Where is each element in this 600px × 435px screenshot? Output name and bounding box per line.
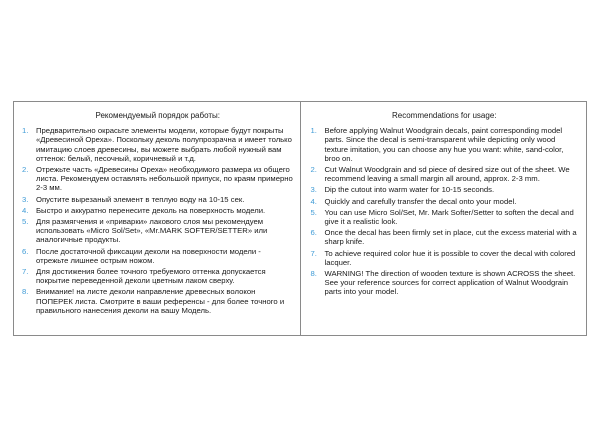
step-number: 8. xyxy=(22,287,29,297)
step-number: 2. xyxy=(22,165,29,175)
step-item xyxy=(22,126,294,163)
step-number: 6. xyxy=(22,246,29,256)
step-text: Предварительно окрасьте элементы модели, которые будут покрыты «Древесиной Ореха». Поскольку деколь полупрозрачна и имеет только имитацию слоев древесины, вы можете выбрать любой нужный вам оттенок: белый, песочный, коричневый и т.д. xyxy=(36,126,292,163)
step-text: Quickly and carefully transfer the decal onto your model. xyxy=(324,196,517,206)
step-text: To achieve required color hue it is possible to cover the decal with colored lacquer. xyxy=(324,248,576,267)
step-number: 3. xyxy=(310,185,317,195)
step-item xyxy=(311,197,579,206)
step-number: 4. xyxy=(310,196,317,206)
step-text: Для достижения более точного требуемого оттенка допускается покрытие переведенной деколи цветным лаком сверху. xyxy=(36,267,266,286)
english-instructions-title: Recommendations for usage: xyxy=(392,111,497,120)
step-item xyxy=(311,165,579,183)
step-number: 4. xyxy=(22,205,29,215)
step-item xyxy=(311,208,579,226)
step-item xyxy=(22,165,294,193)
step-text: Отрежьте часть «Древесины Ореха» необходимого размера из общего листа. Рекомендуем оставлять небольшой припуск, по краям примерно 2-3 мм. xyxy=(36,165,293,193)
step-number: 8. xyxy=(310,269,317,279)
step-text: You can use Micro Sol/Set, Mr. Mark Softer/Setter to soften the decal and give it a realistic look. xyxy=(324,207,574,227)
instruction-sheet xyxy=(13,101,587,336)
step-number: 7. xyxy=(22,267,29,277)
step-item xyxy=(22,247,294,265)
step-item xyxy=(311,185,579,194)
step-text: WARNING! The direction of wooden texture is shown ACROSS the sheet. See your reference sources for correct application of Walnut Woodgrain parts into your model. xyxy=(324,269,576,297)
step-text: Опустите вырезаный элемент в теплую воду на 10-15 сек. xyxy=(36,194,245,204)
step-number: 5. xyxy=(310,207,317,217)
english-instructions-column xyxy=(301,102,587,335)
step-item xyxy=(22,287,294,315)
step-item xyxy=(22,206,294,215)
step-text: Before applying Walnut Woodgrain decals, paint corresponding model parts. Since the decal is semi-transparent while depicting only wood texture imitation, you can choose any hue you want: white, sand-color, broo on. xyxy=(324,126,564,163)
step-number: 5. xyxy=(22,217,29,227)
step-number: 2. xyxy=(310,165,317,175)
russian-steps-list xyxy=(22,126,294,315)
step-text: Внимание! на листе деколи направление древесных волокон ПОПЕРЕК листа. Смотрите в ваши референсы - для более точного и правильного нанесения деколи на вашу Модель. xyxy=(36,287,285,315)
step-number: 3. xyxy=(22,194,29,204)
step-text: После достаточной фиксации деколи на поверхности модели - отрежьте лишнее острым ножом. xyxy=(36,246,261,265)
russian-instructions-title: Рекомендуемый порядок работы: xyxy=(95,111,220,120)
step-number: 1. xyxy=(310,126,317,136)
russian-instructions-column xyxy=(14,102,301,335)
english-steps-list xyxy=(311,126,579,296)
step-number: 1. xyxy=(22,126,29,136)
step-item xyxy=(311,228,579,246)
step-text: Dip the cutout into warm water for 10-15 seconds. xyxy=(324,185,495,195)
step-text: Для размягчения и «приварки» лакового слоя мы рекомендуем использовать «Micro Sol/Set», «Mr.MARK SOFTER/SETTER» или аналогичные продукты. xyxy=(36,217,268,245)
step-text: Once the decal has been firmly set in place, cut the excess material with a sharp knife. xyxy=(324,228,577,247)
step-text: Быстро и аккуратно перенесите деколь на поверхность модели. xyxy=(36,205,266,215)
step-item xyxy=(311,126,579,163)
step-text: Cut Walnut Woodgrain and sd piece of desired size out of the sheet. We recommend leaving a small margin all around, approx. 2-3 mm. xyxy=(324,165,570,184)
step-item xyxy=(22,195,294,204)
step-number: 6. xyxy=(310,228,317,238)
step-item xyxy=(22,267,294,285)
step-item xyxy=(22,217,294,245)
step-number: 7. xyxy=(310,248,317,258)
step-item xyxy=(311,249,579,267)
step-item xyxy=(311,269,579,297)
